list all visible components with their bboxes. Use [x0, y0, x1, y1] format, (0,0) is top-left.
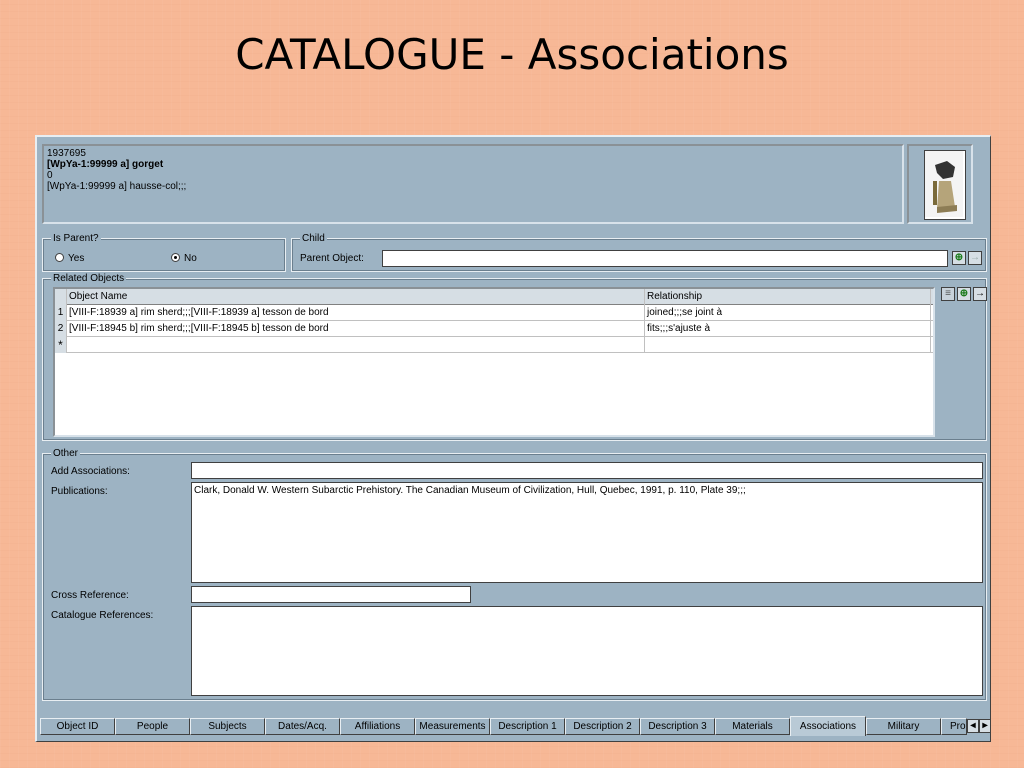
tab-object-id[interactable]: Object ID — [40, 718, 115, 735]
related-objects-grid — [53, 287, 935, 437]
record-title-fr: [WpYa-1:99999 a] hausse-col;;; — [47, 181, 187, 192]
tab-associations[interactable]: Associations — [790, 716, 866, 736]
add-related-button[interactable]: ⊕ — [957, 287, 971, 301]
column-relationship[interactable]: Relationship — [645, 289, 931, 305]
parent-go-button[interactable]: → — [970, 252, 980, 263]
row-number[interactable]: 1 — [55, 305, 67, 321]
no-label: No — [184, 253, 197, 264]
thumbnail-frame — [907, 144, 973, 224]
cross-reference-label: Cross Reference: — [51, 590, 129, 601]
go-related-button[interactable]: → — [975, 288, 985, 299]
record-header-panel — [42, 144, 904, 224]
relationship-cell[interactable]: joined;;;se joint à — [645, 305, 931, 321]
slide-title: CATALOGUE - Associations — [235, 30, 789, 79]
tab-subjects[interactable]: Subjects — [190, 718, 265, 735]
record-count: 0 — [47, 170, 53, 181]
tab-description-1[interactable]: Description 1 — [490, 718, 565, 735]
other-group — [42, 448, 987, 701]
object-thumbnail[interactable] — [924, 150, 966, 220]
new-relationship-cell[interactable] — [645, 337, 931, 353]
gorget-image — [925, 151, 963, 217]
related-objects-group — [42, 273, 987, 441]
tab-pro[interactable]: Pro — [941, 718, 967, 735]
object-name-cell[interactable]: [VIII-F:18945 b] rim sherd;;;[VIII-F:18945 b] tesson de bord — [67, 321, 645, 337]
publications-textarea[interactable]: Clark, Donald W. Western Subarctic Prehistory. The Canadian Museum of Civilization, Hull, Quebec, 1991, p. 110, Plate 39;;; — [191, 482, 983, 583]
new-row[interactable] — [55, 337, 933, 353]
tab-description-2[interactable]: Description 2 — [565, 718, 640, 735]
is-parent-group — [42, 233, 286, 272]
yes-radio[interactable] — [55, 253, 64, 262]
tab-materials[interactable]: Materials — [715, 718, 790, 735]
grid-header-row — [55, 289, 933, 305]
new-row-marker[interactable]: * — [55, 337, 67, 353]
child-group — [291, 233, 987, 272]
parent-lookup-button[interactable]: ⊕ — [952, 251, 966, 265]
yes-label: Yes — [68, 253, 85, 264]
publications-label: Publications: — [51, 486, 108, 497]
tab-affiliations[interactable]: Affiliations — [340, 718, 415, 735]
add-associations-input[interactable] — [191, 462, 983, 479]
record-id: 1937695 — [47, 148, 86, 159]
row-number[interactable]: 2 — [55, 321, 67, 337]
table-row[interactable] — [55, 305, 933, 321]
tab-description-3[interactable]: Description 3 — [640, 718, 715, 735]
tab-strip — [40, 716, 990, 738]
object-name-cell[interactable]: [VIII-F:18939 a] rim sherd;;;[VIII-F:18939 a] tesson de bord — [67, 305, 645, 321]
add-associations-label: Add Associations: — [51, 466, 130, 477]
tab-dates-acq[interactable]: Dates/Acq. — [265, 718, 340, 735]
column-object-name[interactable]: Object Name — [67, 289, 645, 305]
tab-scroll-right-icon[interactable]: ▸ — [979, 719, 991, 733]
list-icon[interactable]: ≡ — [941, 287, 955, 301]
tab-scroll-left-icon[interactable]: ◂ — [967, 719, 979, 733]
other-legend: Other — [53, 448, 79, 459]
cross-reference-input[interactable] — [191, 586, 471, 603]
table-row[interactable] — [55, 321, 933, 337]
is-parent-yes[interactable] — [55, 253, 84, 264]
parent-object-input[interactable] — [382, 250, 948, 267]
related-objects-legend: Related Objects — [53, 273, 125, 284]
catalogue-references-label: Catalogue References: — [51, 610, 154, 621]
new-object-name-cell[interactable] — [67, 337, 645, 353]
parent-object-label: Parent Object: — [300, 253, 364, 264]
is-parent-legend: Is Parent? — [53, 233, 99, 244]
catalogue-window — [35, 135, 991, 742]
tab-people[interactable]: People — [115, 718, 190, 735]
tab-measurements[interactable]: Measurements — [415, 718, 490, 735]
record-title: [WpYa-1:99999 a] gorget — [47, 159, 164, 170]
relationship-cell[interactable]: fits;;;s'ajuste à — [645, 321, 931, 337]
tab-military[interactable]: Military — [866, 718, 941, 735]
is-parent-no[interactable] — [171, 253, 197, 264]
catalogue-references-textarea[interactable] — [191, 606, 983, 696]
grid-corner[interactable] — [55, 289, 67, 305]
no-radio[interactable] — [171, 253, 180, 262]
child-legend: Child — [302, 233, 325, 244]
